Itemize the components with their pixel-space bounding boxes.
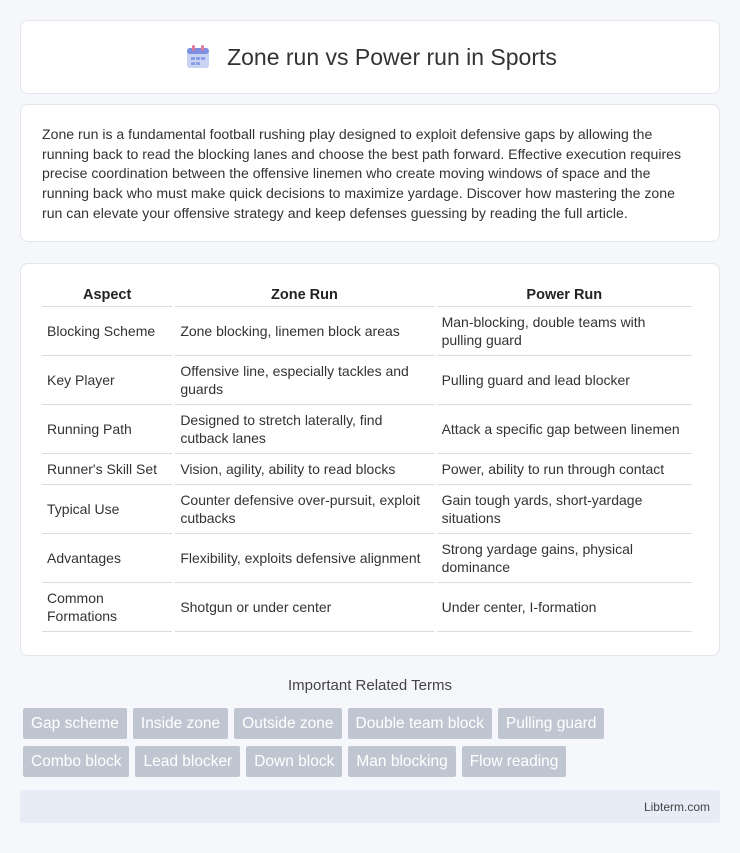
tag-inside-zone[interactable]: Inside zone bbox=[133, 708, 228, 739]
tag-lead-blocker[interactable]: Lead blocker bbox=[135, 746, 240, 777]
related-terms-tags bbox=[23, 708, 723, 784]
table-cell: Under center, I-formation bbox=[437, 583, 692, 632]
table-row bbox=[42, 405, 692, 454]
related-terms-heading: Important Related Terms bbox=[288, 677, 452, 694]
tag-outside-zone[interactable]: Outside zone bbox=[234, 708, 341, 739]
table-cell: Blocking Scheme bbox=[42, 307, 172, 356]
table-cell: Strong yardage gains, physical dominance bbox=[437, 534, 692, 583]
table-cell: Zone blocking, linemen block areas bbox=[175, 307, 433, 356]
table-cell: Pulling guard and lead blocker bbox=[437, 356, 692, 405]
table-cell: Attack a specific gap between linemen bbox=[437, 405, 692, 454]
tag-gap-scheme[interactable]: Gap scheme bbox=[23, 708, 127, 739]
table-cell: Gain tough yards, short-yardage situations bbox=[437, 485, 692, 534]
tag-man-blocking[interactable]: Man blocking bbox=[348, 746, 455, 777]
tag-down-block[interactable]: Down block bbox=[246, 746, 342, 777]
table-row bbox=[42, 356, 692, 405]
tag-combo-block[interactable]: Combo block bbox=[23, 746, 129, 777]
tag-double-team-block[interactable]: Double team block bbox=[348, 708, 492, 739]
intro-card bbox=[20, 104, 720, 242]
table-cell: Shotgun or under center bbox=[175, 583, 433, 632]
table-cell: Runner's Skill Set bbox=[42, 454, 172, 485]
table-cell: Power, ability to run through contact bbox=[437, 454, 692, 485]
table-cell: Advantages bbox=[42, 534, 172, 583]
footer bbox=[20, 790, 720, 823]
footer-site-link[interactable]: Libterm.com bbox=[643, 799, 710, 814]
header-power-run: Power Run bbox=[437, 285, 692, 307]
header-aspect: Aspect bbox=[42, 285, 172, 307]
header-zone-run: Zone Run bbox=[175, 285, 433, 307]
table-header-row bbox=[42, 285, 692, 307]
tag-pulling-guard[interactable]: Pulling guard bbox=[498, 708, 604, 739]
table-cell: Key Player bbox=[42, 356, 172, 405]
title-wrap bbox=[183, 42, 557, 72]
table-cell: Vision, agility, ability to read blocks bbox=[175, 454, 433, 485]
table-row bbox=[42, 534, 692, 583]
table-row bbox=[42, 583, 692, 632]
table-row bbox=[42, 454, 692, 485]
table-cell: Common Formations bbox=[42, 583, 172, 632]
table-cell: Running Path bbox=[42, 405, 172, 454]
title-card bbox=[20, 20, 720, 94]
table-cell: Man-blocking, double teams with pulling guard bbox=[437, 307, 692, 356]
comparison-table-card bbox=[20, 263, 720, 656]
calendar-icon bbox=[183, 42, 213, 72]
tag-row bbox=[23, 708, 723, 739]
tag-flow-reading[interactable]: Flow reading bbox=[462, 746, 567, 777]
table-cell: Flexibility, exploits defensive alignment bbox=[175, 534, 433, 583]
table-cell: Counter defensive over-pursuit, exploit cutbacks bbox=[175, 485, 433, 534]
table-row bbox=[42, 485, 692, 534]
tag-row bbox=[23, 746, 723, 777]
page-title: Zone run vs Power run in Sports bbox=[227, 43, 557, 70]
intro-paragraph: Zone run is a fundamental football rushing play designed to exploit defensive gaps by allowing the running back to read the blocking lanes and choose the best path forward. Effective execution requires precise coordination between the offensive linemen who create moving windows of space and the running back who must make quick decisions to maximize yardage. Discover how mastering the zone run can elevate your offensive strategy and keep defenses guessing by reading the full article. bbox=[42, 126, 682, 221]
comparison-table bbox=[39, 285, 695, 632]
table-cell: Typical Use bbox=[42, 485, 172, 534]
table-row bbox=[42, 307, 692, 356]
table-cell: Designed to stretch laterally, find cutback lanes bbox=[175, 405, 433, 454]
table-cell: Offensive line, especially tackles and guards bbox=[175, 356, 433, 405]
